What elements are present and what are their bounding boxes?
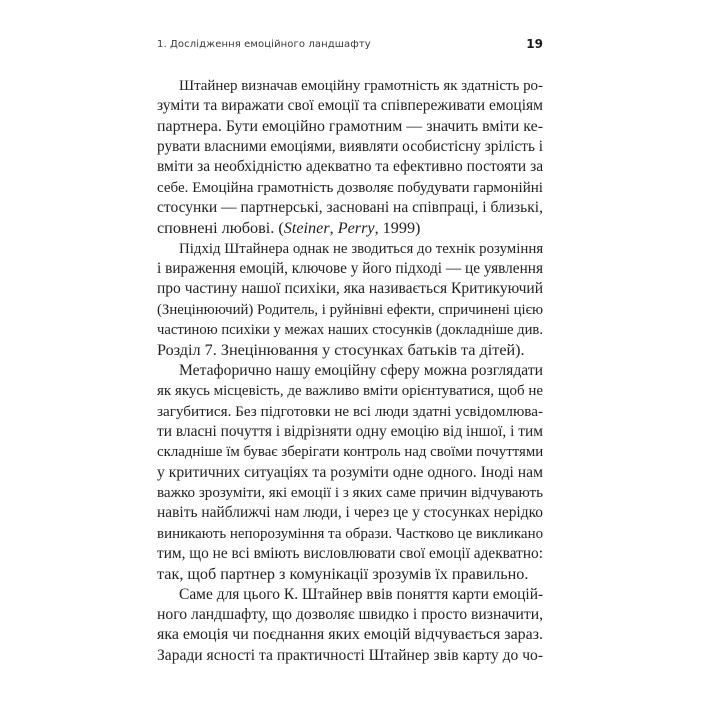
text-line: ти власні почуття і відрізняти одну емоцію від іншої, і тим bbox=[157, 422, 543, 440]
text-line: Саме для цього К. Штайнер ввів поняття карти емоцій- bbox=[179, 585, 544, 603]
citation-author-perry: Perry bbox=[337, 219, 375, 238]
paragraph-3 bbox=[157, 361, 543, 585]
chapter-running-title: 1. Дослідження емоційного ландшафту bbox=[157, 38, 371, 50]
text-line: виникають непорозуміння та образи. Частково це викликано bbox=[157, 525, 544, 542]
citation-separator: , bbox=[329, 219, 338, 238]
paragraph-4 bbox=[157, 585, 543, 666]
text-line: себе. Емоційна грамотність дозволяє побудувати гармонійні bbox=[157, 179, 543, 196]
text-line: вміти за необхідністю адекватно та ефективно постояти за bbox=[157, 158, 544, 176]
page-number: 19 bbox=[526, 37, 543, 51]
text-line: стосунки — партнерські, засновані на співпраці, і близькі, bbox=[157, 199, 543, 217]
paragraph-1 bbox=[157, 76, 543, 239]
citation-author-steiner: Steiner bbox=[283, 219, 330, 238]
text-line: як якусь місцевість, де важливо вміти орієнтуватися, щоб не bbox=[157, 383, 543, 400]
text-line: навіть найближчі нам люди, і через це у стосунках нерідко bbox=[157, 504, 544, 522]
text-line: рувати власними емоціями, виявляти особистісну зрілість і bbox=[157, 138, 544, 156]
citation-text: сповнені любові. ( bbox=[157, 219, 284, 238]
text-line: ного ландшафту, що дозволяє швидко і просто визначити, bbox=[157, 605, 544, 623]
text-line: партнера. Бути емоційно грамотним — значить вміти ке- bbox=[157, 117, 543, 135]
text-line: про частину нашої психіки, яка називається Критикуючий bbox=[157, 280, 543, 298]
text-line: так, щоб партнер з комунікації зрозумів їх правильно. bbox=[157, 565, 529, 584]
text-line: і вираження емоцій, ключове у його підході — це уявлення bbox=[157, 260, 543, 278]
text-line: зуміти та виражати свої емоції та співпереживати емоціям bbox=[157, 97, 543, 115]
citation-year: , 1999) bbox=[374, 219, 421, 238]
text-line-citation bbox=[157, 218, 543, 238]
text-line: важко зрозуміти, які емоції і з яких саме причин відчувають bbox=[157, 484, 543, 501]
paragraph-2 bbox=[157, 239, 543, 361]
text-line: загубитися. Без підготовки не всі люди здатні усвідомлюва- bbox=[157, 402, 543, 420]
text-line: тим, що не всі вміють висловлювати свої емоції адекватно: bbox=[157, 544, 543, 562]
text-line: Заради ясності та практичності Штайнер звів карту до чо- bbox=[157, 646, 543, 664]
text-line: частиною психіки у межах наших стосунків (докладніше див. bbox=[157, 322, 543, 339]
text-line: складніше їм буває зберігати контроль над своїми почуттями bbox=[157, 444, 544, 461]
text-line: Метафорично нашу емоційну сферу можна розглядати bbox=[179, 361, 543, 379]
text-line: Штайнер визначав емоційну грамотність як здатність ро- bbox=[179, 78, 543, 94]
text-line: (Знецінюючий) Родитель, і руйнівні ефекти, спричинені цією bbox=[157, 301, 543, 318]
text-line: Підхід Штайнера однак не зводиться до технік розуміння bbox=[179, 240, 544, 257]
text-line: у критичних ситуаціях та розуміти одне одного. Іноді нам bbox=[157, 463, 544, 481]
running-header bbox=[157, 36, 543, 52]
text-line: Розділ 7. Знецінювання у стосунках батьків та дітей). bbox=[157, 341, 525, 360]
text-line: яка емоція чи поєднання яких емоцій відчувається зараз. bbox=[157, 626, 543, 644]
body-text bbox=[157, 76, 543, 666]
